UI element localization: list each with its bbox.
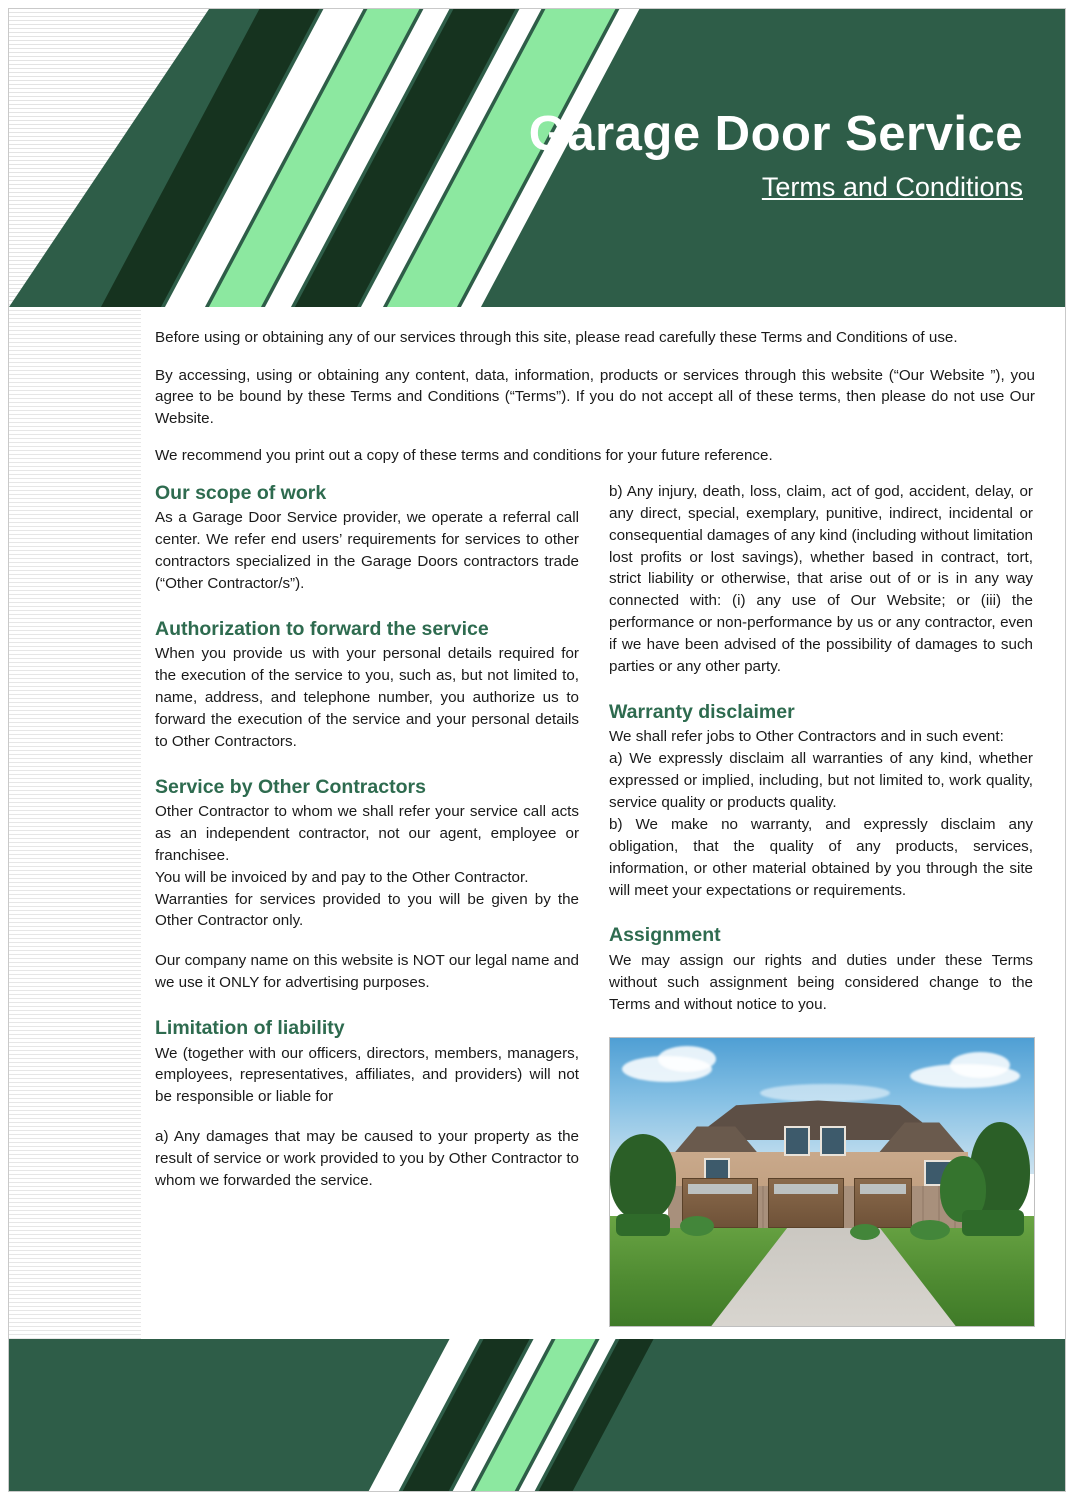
section-body-warranty-1: We shall refer jobs to Other Contractors and in such event:: [609, 728, 1004, 746]
section-body-authorization: When you provide us with your personal details required for the execution of the service to you, such as, but not limited to, name, address, and telephone number, you authorize us to forward the execution of the service and your personal details to Other Contractors.: [155, 645, 579, 750]
left-column: [155, 481, 579, 1328]
two-column-layout: [155, 481, 1035, 1328]
left-rail-hatch: [9, 307, 141, 1339]
section-heading-service-other-contractors: Service by Other Contractors: [155, 775, 426, 798]
section-heading-warranty-disclaimer: Warranty disclaimer: [609, 700, 795, 723]
right-column: [609, 481, 1033, 1328]
photo-tree: [610, 1134, 676, 1220]
photo-garage-door-window: [860, 1184, 906, 1194]
photo-garage-door-window: [688, 1184, 752, 1194]
document-header: [9, 9, 1065, 307]
section-body-scope: As a Garage Door Service provider, we operate a referral call center. We refer end users’ requirements for services to other contractors specialized in the Garage Doors contractors trade (“Other Contractor/s”).: [155, 509, 579, 592]
photo-window: [820, 1126, 846, 1156]
photo-garage-door-window: [774, 1184, 838, 1194]
section-heading-limitation-liability: Limitation of liability: [155, 1017, 345, 1040]
document-body: [155, 327, 1035, 1339]
intro-paragraph-2: By accessing, using or obtaining any content, data, information, products or services through this website (“Our Website ”), you agree to be bound by these Terms and Conditions (“Terms”). If you do not accept all of these terms, then please do not use Our Website.: [155, 366, 1035, 427]
section-body-liability-b: b) Any injury, death, loss, claim, act of god, accident, delay, or any direct, special, exemplary, punitive, indirect, incidental or consequential damages of any kind (including without limitation lost profits or lost savings), whether based in contract, tort, strict liability or otherwise, that arise out of or is in any way connected with: (i) any use of Our Website; or (iii) the performance or non-performance by us or any contractor, even if we have been advised of the possibility of damages to such parties or any other party.: [609, 482, 1033, 676]
section-body-service-1: Other Contractor to whom we shall refer your service call acts as an independent contractor, not our agent, employee or franchisee.: [155, 803, 579, 864]
section-body-warranty-b: b) We make no warranty, and expressly disclaim any obligation, that the quality of any products, services, information, or other material obtained by you through the site will meet your expectations or requirements.: [609, 815, 1033, 899]
section-body-liability-1: We (together with our officers, directors, members, managers, employees, representatives, affiliates, and providers) will not be responsible or liable for: [155, 1044, 579, 1106]
section-heading-authorization: Authorization to forward the service: [155, 617, 489, 640]
photo-window: [784, 1126, 810, 1156]
section-body-service-4: Our company name on this website is NOT our legal name and we use it ONLY for advertising purposes.: [155, 952, 579, 992]
intro-block: [155, 327, 1035, 467]
intro-paragraph-1: Before using or obtaining any of our services through this site, please read carefully these Terms and Conditions of use.: [155, 329, 958, 346]
section-heading-scope: Our scope of work: [155, 481, 327, 504]
intro-paragraph-3: We recommend you print out a copy of these terms and conditions for your future reference.: [155, 447, 773, 465]
section-heading-assignment: Assignment: [609, 924, 721, 947]
page-subtitle: Terms and Conditions: [761, 172, 1023, 203]
section-body-service-2: You will be invoiced by and pay to the Other Contractor.: [155, 868, 529, 886]
page-title: Garage Door Service: [528, 107, 1023, 161]
page-frame: [8, 8, 1066, 1492]
photo-hedge: [616, 1214, 670, 1236]
section-body-service-3: Warranties for services provided to you will be given by the Other Contractor only.: [155, 890, 579, 930]
header-title-block: [529, 109, 1023, 203]
house-photo: [609, 1037, 1035, 1327]
section-body-assignment: We may assign our rights and duties under these Terms without such assignment being considered change to the Terms and without notice to you.: [609, 951, 1033, 1013]
section-body-liability-a: a) Any damages that may be caused to your property as the result of service or work provided to you by Other Contractor to whom we forwarded the service.: [155, 1128, 579, 1189]
section-body-warranty-a: a) We expressly disclaim all warranties of any kind, whether expressed or implied, including, but not limited to, work quality, service quality or products quality.: [609, 750, 1033, 811]
photo-hedge: [962, 1210, 1024, 1236]
document-footer: [9, 1339, 1065, 1491]
photo-house: [668, 1100, 968, 1228]
